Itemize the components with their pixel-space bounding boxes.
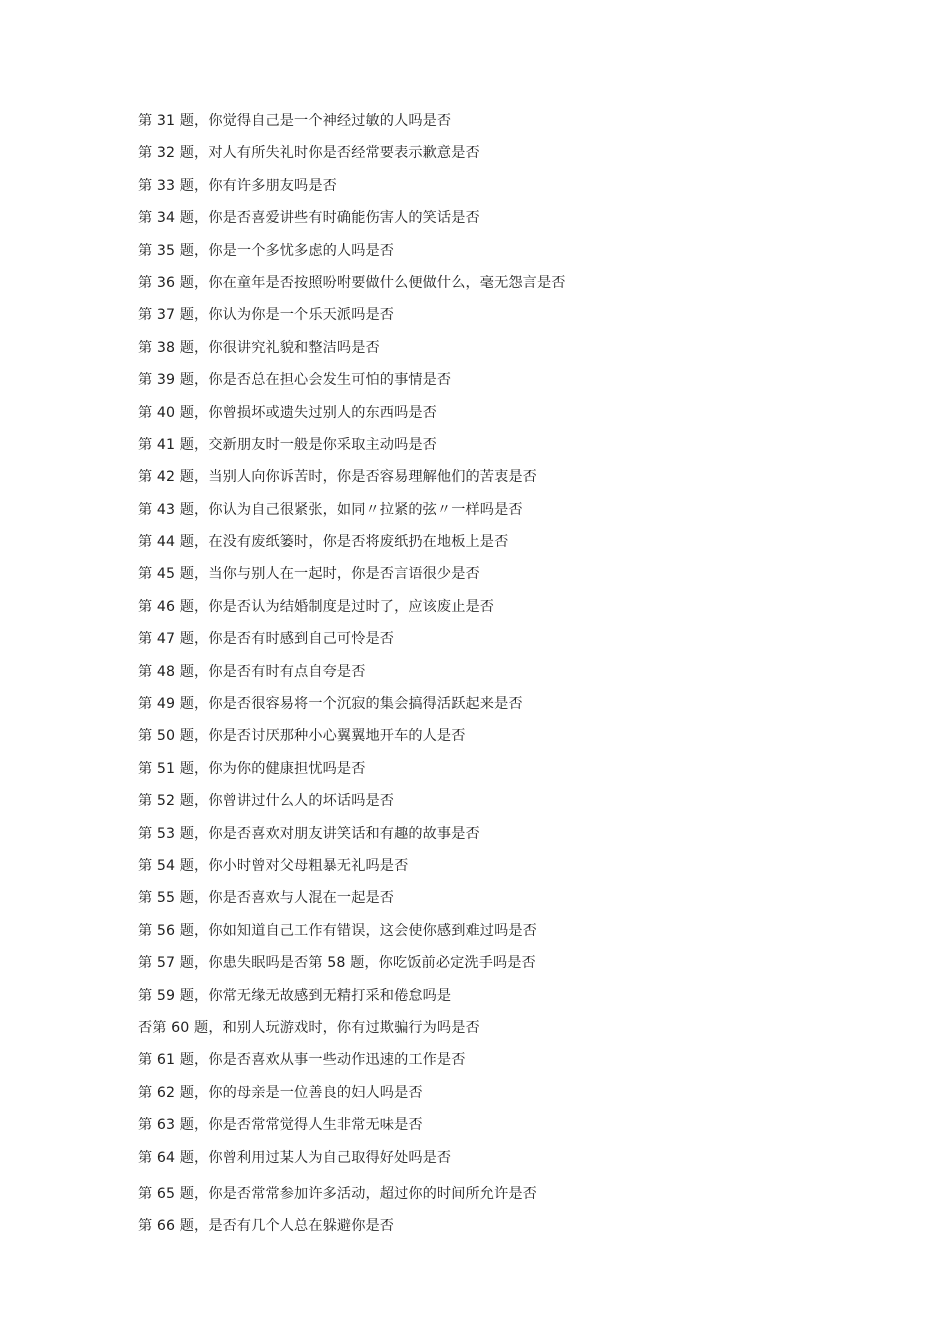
question-line-55: 第 55 题，你是否喜欢与人混在一起是否 <box>138 890 395 907</box>
question-line-52: 第 52 题，你曾讲过什么人的坏话吗是否 <box>138 793 395 810</box>
question-line-53: 第 53 题，你是否喜欢对朋友讲笑话和有趣的故事是否 <box>138 825 480 842</box>
question-line-63: 第 63 题，你是否常常觉得人生非常无味是否 <box>138 1117 423 1134</box>
question-list <box>138 110 898 1248</box>
question-line-49: 第 49 题，你是否很容易将一个沉寂的集会搞得活跃起来是否 <box>138 696 523 713</box>
question-line-54: 第 54 题，你小时曾对父母粗暴无礼吗是否 <box>138 857 409 874</box>
question-line-60: 否第 60 题，和别人玩游戏时，你有过欺骗行为吗是否 <box>138 1019 480 1036</box>
question-line-34: 第 34 题，你是否喜爱讲些有时确能伤害人的笑话是否 <box>138 210 480 227</box>
question-line-46: 第 46 题，你是否认为结婚制度是过时了，应该废止是否 <box>138 598 495 615</box>
question-line-48: 第 48 题，你是否有时有点自夸是否 <box>138 663 366 680</box>
question-line-43: 第 43 题，你认为自己很紧张，如同〃拉紧的弦〃一样吗是否 <box>138 501 523 518</box>
question-line-64: 第 64 题，你曾利用过某人为自己取得好处吗是否 <box>138 1149 452 1166</box>
question-line-44: 第 44 题，在没有废纸篓时，你是否将废纸扔在地板上是否 <box>138 534 509 551</box>
question-line-56: 第 56 题，你如知道自己工作有错误，这会使你感到难过吗是否 <box>138 922 537 939</box>
question-line-62: 第 62 题，你的母亲是一位善良的妇人吗是否 <box>138 1084 423 1101</box>
question-line-32: 第 32 题，对人有所失礼时你是否经常要表示歉意是否 <box>138 145 480 162</box>
question-line-50: 第 50 题，你是否讨厌那种小心翼翼地开车的人是否 <box>138 728 466 745</box>
question-line-36: 第 36 题，你在童年是否按照吩咐要做什么便做什么，毫无怨言是否 <box>138 274 566 291</box>
question-line-47: 第 47 题，你是否有时感到自己可怜是否 <box>138 631 395 648</box>
question-line-39: 第 39 题，你是否总在担心会发生可怕的事情是否 <box>138 372 452 389</box>
question-line-37: 第 37 题，你认为你是一个乐天派吗是否 <box>138 307 395 324</box>
question-line-61: 第 61 题，你是否喜欢从事一些动作迅速的工作是否 <box>138 1052 466 1069</box>
question-line-41: 第 41 题，交新朋友时一般是你采取主动吗是否 <box>138 436 437 453</box>
question-line-51: 第 51 题，你为你的健康担忧吗是否 <box>138 760 366 777</box>
question-line-33: 第 33 题，你有许多朋友吗是否 <box>138 177 337 194</box>
question-line-57-58: 第 57 题，你患失眠吗是否第 58 题，你吃饭前必定洗手吗是否 <box>138 955 536 972</box>
question-line-38: 第 38 题，你很讲究礼貌和整洁吗是否 <box>138 339 380 356</box>
question-line-31: 第 31 题，你觉得自己是一个神经过敏的人吗是否 <box>138 113 452 129</box>
question-line-42: 第 42 题，当别人向你诉苦时，你是否容易理解他们的苦衷是否 <box>138 469 537 486</box>
question-line-65: 第 65 题，你是否常常参加许多活动，超过你的时间所允许是否 <box>138 1185 537 1202</box>
question-line-35: 第 35 题，你是一个多忧多虑的人吗是否 <box>138 242 395 259</box>
question-line-66: 第 66 题，是否有几个人总在躲避你是否 <box>138 1218 395 1235</box>
question-line-59: 第 59 题，你常无缘无故感到无精打采和倦怠吗是 <box>138 987 452 1004</box>
question-line-45: 第 45 题，当你与别人在一起时，你是否言语很少是否 <box>138 566 480 583</box>
question-line-40: 第 40 题，你曾损坏或遗失过别人的东西吗是否 <box>138 404 437 421</box>
